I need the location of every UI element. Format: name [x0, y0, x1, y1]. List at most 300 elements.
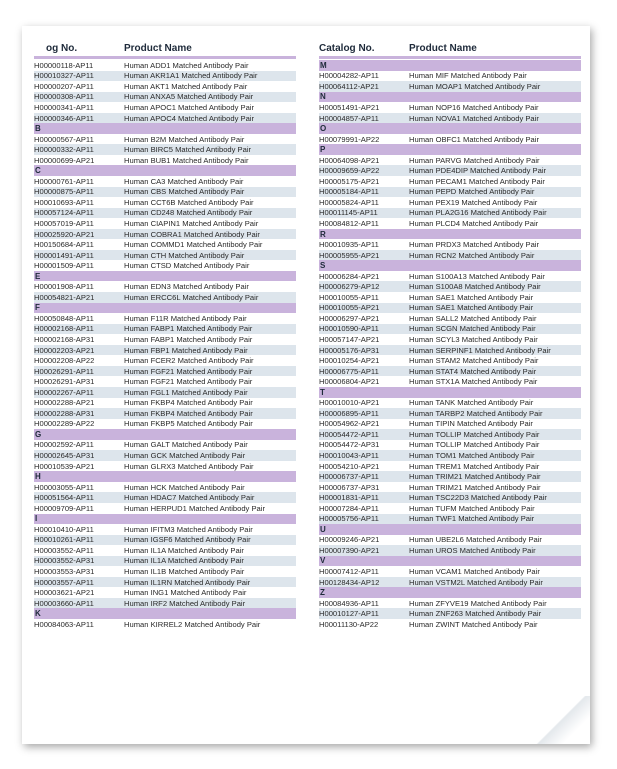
- catalog-number: H00010043-AP11: [319, 451, 379, 460]
- table-row: [319, 239, 581, 250]
- table-row: [319, 281, 581, 292]
- table-row: [34, 218, 296, 229]
- catalog-number: H00004857-AP11: [319, 113, 379, 123]
- product-name: Human S100A8 Matched Antibody Pair: [409, 282, 541, 292]
- table-row: [34, 334, 296, 345]
- product-name: Human FKBP5 Matched Antibody Pair: [124, 419, 253, 429]
- catalog-number: H00064098-AP21: [319, 155, 380, 165]
- table-row: [34, 556, 296, 567]
- product-name: Human CTH Matched Antibody Pair: [124, 250, 245, 260]
- product-name: Human UBE2L6 Matched Antibody Pair: [409, 535, 542, 545]
- product-name: Human ING1 Matched Antibody Pair: [124, 588, 247, 598]
- product-name: Human STAT4 Matched Antibody Pair: [409, 366, 537, 376]
- product-name: Human IL1RN Matched Antibody Pair: [124, 577, 251, 587]
- section-letter: V: [319, 556, 581, 567]
- product-name: Human APOC4 Matched Antibody Pair: [124, 113, 255, 123]
- table-row: [34, 598, 296, 609]
- product-name: Human TSC22D3 Matched Antibody Pair: [409, 493, 547, 503]
- table-row: [34, 113, 296, 124]
- section-letter: U: [319, 524, 581, 535]
- table-row: [34, 102, 296, 113]
- product-name: Human F11R Matched Antibody Pair: [124, 313, 247, 323]
- left-header: [34, 40, 296, 56]
- catalog-number: H00010254-AP21: [319, 356, 380, 366]
- table-row: [34, 545, 296, 556]
- header-bar: [34, 56, 296, 59]
- product-name: Human GALT Matched Antibody Pair: [124, 440, 248, 450]
- product-name: Human FABP1 Matched Antibody Pair: [124, 324, 253, 334]
- catalog-sheet: [22, 26, 590, 744]
- product-name: Human SAE1 Matched Antibody Pair: [409, 292, 534, 302]
- catalog-number: H00002288-AP21: [34, 398, 95, 408]
- table-row: [319, 440, 581, 451]
- product-name-header: Product Name: [124, 42, 192, 54]
- table-row: [34, 229, 296, 240]
- table-row: [319, 482, 581, 493]
- table-row: [319, 492, 581, 503]
- table-row: [319, 102, 581, 113]
- table-row: [34, 408, 296, 419]
- product-name: Human IL1B Matched Antibody Pair: [124, 567, 245, 577]
- product-name: Human PECAM1 Matched Antibody Pair: [409, 176, 545, 186]
- table-row: [34, 577, 296, 588]
- catalog-number: H00006297-AP21: [319, 313, 380, 323]
- catalog-number: H00002168-AP31: [34, 334, 95, 344]
- product-name: Human ERCC6L Matched Antibody Pair: [124, 292, 259, 302]
- table-row: [319, 334, 581, 345]
- catalog-number: H00001491-AP11: [34, 250, 94, 260]
- catalog-no-header: Catalog No.: [319, 42, 375, 54]
- product-name: Human TRIM21 Matched Antibody Pair: [409, 472, 541, 482]
- catalog-number: H00010693-AP11: [34, 197, 94, 207]
- product-name: Human TREM1 Matched Antibody Pair: [409, 461, 540, 471]
- table-row: [319, 366, 581, 377]
- product-name: Human CA3 Matched Antibody Pair: [124, 176, 244, 186]
- product-name: Human CBS Matched Antibody Pair: [124, 187, 245, 197]
- catalog-number: H00010261-AP11: [34, 535, 94, 545]
- table-row: [34, 398, 296, 409]
- table-row: [34, 355, 296, 366]
- table-row: [319, 398, 581, 409]
- product-name: Human TARBP2 Matched Antibody Pair: [409, 408, 543, 418]
- section-letter: C: [34, 165, 296, 176]
- table-row: [319, 461, 581, 472]
- table-row: [34, 587, 296, 598]
- table-row: [34, 566, 296, 577]
- table-row: [319, 113, 581, 124]
- product-name: Human TANK Matched Antibody Pair: [409, 398, 534, 408]
- table-row: [34, 144, 296, 155]
- table-row: [319, 303, 581, 314]
- catalog-number: H00054472-AP31: [319, 440, 380, 450]
- product-name: Human SAE1 Matched Antibody Pair: [409, 303, 534, 313]
- table-row: [319, 271, 581, 282]
- product-name: Human SALL2 Matched Antibody Pair: [409, 313, 537, 323]
- product-name: Human PARVG Matched Antibody Pair: [409, 155, 540, 165]
- catalog-number: H00006279-AP12: [319, 282, 380, 292]
- catalog-number: H00000346-AP11: [34, 113, 94, 123]
- product-name: Human FGF21 Matched Antibody Pair: [124, 377, 253, 387]
- catalog-number: H00057124-AP11: [34, 208, 94, 218]
- catalog-number: H00009246-AP21: [319, 535, 380, 545]
- product-name: Human CTSD Matched Antibody Pair: [124, 261, 250, 271]
- table-row: [34, 60, 296, 71]
- table-row: [34, 250, 296, 261]
- product-name: Human UROS Matched Antibody Pair: [409, 545, 536, 555]
- product-name: Human S100A13 Matched Antibody Pair: [409, 271, 545, 281]
- catalog-number: H00000341-AP11: [34, 102, 94, 112]
- table-row: [319, 324, 581, 335]
- catalog-number: H00128434-AP12: [319, 577, 380, 587]
- catalog-number: H00150684-AP11: [34, 240, 94, 250]
- product-name: Human VCAM1 Matched Antibody Pair: [409, 567, 540, 577]
- section-letter: I: [34, 514, 296, 525]
- product-name: Human TOLLIP Matched Antibody Pair: [409, 440, 540, 450]
- table-row: [319, 197, 581, 208]
- section-letter: Z: [319, 587, 581, 598]
- catalog-number: H00005176-AP31: [319, 345, 380, 355]
- table-row: [34, 440, 296, 451]
- product-name: Human OBFC1 Matched Antibody Pair: [409, 134, 539, 144]
- table-row: [34, 387, 296, 398]
- table-row: [34, 461, 296, 472]
- catalog-number: H00001831-AP11: [319, 493, 379, 503]
- catalog-number: H00010055-AP21: [319, 303, 380, 313]
- table-row: [319, 419, 581, 430]
- catalog-number: H00003553-AP31: [34, 567, 95, 577]
- catalog-number: H00002645-AP31: [34, 451, 95, 460]
- table-row: [319, 250, 581, 261]
- product-name: Human PDE4DIP Matched Antibody Pair: [409, 166, 547, 176]
- product-name: Human SERPINF1 Matched Antibody Pair: [409, 345, 551, 355]
- table-row: [34, 81, 296, 92]
- catalog-number: H00005184-AP11: [319, 187, 379, 197]
- section-letter: M: [319, 60, 581, 71]
- section-letter: N: [319, 92, 581, 103]
- catalog-number: H00006737-AP31: [319, 482, 380, 492]
- table-row: [34, 535, 296, 546]
- table-row: [319, 545, 581, 556]
- catalog-number: H00011130-AP22: [319, 619, 379, 629]
- catalog-number: H00010127-AP11: [319, 609, 379, 619]
- table-row: [34, 155, 296, 166]
- catalog-number: H00026291-AP31: [34, 377, 95, 387]
- catalog-number: H00010010-AP21: [319, 398, 380, 408]
- product-name: Human STX1A Matched Antibody Pair: [409, 377, 538, 387]
- section-letter: O: [319, 123, 581, 134]
- catalog-number: H00010590-AP11: [319, 324, 379, 334]
- product-name-header: Product Name: [409, 42, 477, 54]
- product-name: Human FKBP4 Matched Antibody Pair: [124, 408, 253, 418]
- catalog-number: H00000567-AP11: [34, 134, 94, 144]
- catalog-number: H00009659-AP22: [319, 166, 380, 176]
- section-letter: K: [34, 608, 296, 619]
- table-row: [34, 239, 296, 250]
- catalog-number: H00003552-AP31: [34, 556, 95, 566]
- table-row: [34, 260, 296, 271]
- section-letter: P: [319, 144, 581, 155]
- product-name: Human MIF Matched Antibody Pair: [409, 71, 527, 81]
- table-row: [319, 355, 581, 366]
- product-name: Human EDN3 Matched Antibody Pair: [124, 282, 249, 292]
- table-row: [319, 598, 581, 609]
- catalog-number: H00084936-AP11: [319, 598, 379, 608]
- product-name: Human IL1A Matched Antibody Pair: [124, 545, 244, 555]
- table-row: [34, 492, 296, 503]
- table-row: [34, 134, 296, 145]
- table-row: [34, 503, 296, 514]
- table-row: [34, 419, 296, 430]
- product-name: Human FGL1 Matched Antibody Pair: [124, 387, 248, 397]
- catalog-number: H00001509-AP11: [34, 261, 94, 271]
- catalog-number: H00079991-AP22: [319, 134, 380, 144]
- catalog-number: H00005955-AP21: [319, 250, 380, 260]
- catalog-number: H00051491-AP21: [319, 102, 380, 112]
- product-name: Human COBRA1 Matched Antibody Pair: [124, 229, 260, 239]
- catalog-number: H00006737-AP11: [319, 472, 379, 482]
- table-row: [34, 450, 296, 461]
- product-name: Human FBP1 Matched Antibody Pair: [124, 345, 248, 355]
- table-row: [34, 324, 296, 335]
- product-name: Human TRIM21 Matched Antibody Pair: [409, 482, 541, 492]
- catalog-number: H00010327-AP11: [34, 71, 94, 81]
- table-row: [34, 376, 296, 387]
- table-row: [319, 566, 581, 577]
- catalog-number: H00025920-AP21: [34, 229, 95, 239]
- section-letter: B: [34, 123, 296, 134]
- product-name: Human ZFYVE19 Matched Antibody Pair: [409, 598, 547, 608]
- catalog-number: H00000308-AP11: [34, 92, 94, 102]
- product-name: Human PLCD4 Matched Antibody Pair: [409, 218, 539, 228]
- product-name: Human FKBP4 Matched Antibody Pair: [124, 398, 253, 408]
- product-name: Human BUB1 Matched Antibody Pair: [124, 155, 249, 165]
- right-table-body: [319, 60, 581, 630]
- section-letter: G: [34, 429, 296, 440]
- catalog-number: H00010539-AP21: [34, 461, 95, 471]
- table-row: [319, 208, 581, 219]
- catalog-number: H00054821-AP21: [34, 292, 95, 302]
- product-name: Human NOP16 Matched Antibody Pair: [409, 102, 539, 112]
- table-row: [319, 408, 581, 419]
- section-letter: H: [34, 471, 296, 482]
- product-name: Human PEPD Matched Antibody Pair: [409, 187, 535, 197]
- catalog-number: H00010410-AP11: [34, 524, 94, 534]
- table-row: [34, 292, 296, 303]
- product-name: Human NOVA1 Matched Antibody Pair: [409, 113, 539, 123]
- product-name: Human RCN2 Matched Antibody Pair: [409, 250, 535, 260]
- table-row: [319, 471, 581, 482]
- catalog-number: H00005175-AP21: [319, 176, 380, 186]
- catalog-number: H00007390-AP21: [319, 545, 380, 555]
- catalog-number: H00057019-AP11: [34, 218, 94, 228]
- table-row: [34, 345, 296, 356]
- right-column: [319, 40, 581, 630]
- product-name: Human ZWINT Matched Antibody Pair: [409, 619, 538, 629]
- catalog-number: H00002168-AP11: [34, 324, 94, 334]
- product-name: Human FABP1 Matched Antibody Pair: [124, 334, 253, 344]
- product-name: Human CIAPIN1 Matched Antibody Pair: [124, 218, 259, 228]
- section-letter: T: [319, 387, 581, 398]
- catalog-number: H00003557-AP11: [34, 577, 94, 587]
- catalog-number: H00000118-AP11: [34, 60, 94, 70]
- product-name: Human TOLLIP Matched Antibody Pair: [409, 429, 540, 439]
- table-row: [34, 482, 296, 493]
- product-name: Human STAM2 Matched Antibody Pair: [409, 356, 539, 366]
- catalog-number: H00002288-AP31: [34, 408, 95, 418]
- product-name: Human ANXA5 Matched Antibody Pair: [124, 92, 254, 102]
- table-row: [319, 535, 581, 546]
- product-name: Human FGF21 Matched Antibody Pair: [124, 366, 253, 376]
- catalog-number: H00000761-AP11: [34, 176, 94, 186]
- catalog-number: H00005756-AP11: [319, 514, 379, 524]
- product-name: Human SCYL3 Matched Antibody Pair: [409, 334, 538, 344]
- catalog-number: H00009709-AP11: [34, 503, 94, 513]
- table-row: [319, 81, 581, 92]
- table-row: [319, 176, 581, 187]
- table-row: [319, 187, 581, 198]
- table-row: [319, 313, 581, 324]
- table-row: [319, 503, 581, 514]
- product-name: Human PRDX3 Matched Antibody Pair: [409, 240, 540, 250]
- catalog-number: H00003660-AP11: [34, 598, 94, 608]
- catalog-number: H00000207-AP11: [34, 81, 94, 91]
- header-bar: [319, 56, 581, 59]
- product-name: Human B2M Matched Antibody Pair: [124, 134, 245, 144]
- catalog-number: H00003621-AP21: [34, 588, 95, 598]
- catalog-number: H00002208-AP22: [34, 356, 95, 366]
- product-name: Human PEX19 Matched Antibody Pair: [409, 197, 538, 207]
- table-row: [34, 281, 296, 292]
- catalog-number: H00051564-AP11: [34, 493, 94, 503]
- product-name: Human GLRX3 Matched Antibody Pair: [124, 461, 254, 471]
- product-name: Human TIPIN Matched Antibody Pair: [409, 419, 533, 429]
- product-name: Human IRF2 Matched Antibody Pair: [124, 598, 246, 608]
- product-name: Human ADD1 Matched Antibody Pair: [124, 60, 249, 70]
- catalog-number: H00003552-AP11: [34, 545, 94, 555]
- table-row: [319, 71, 581, 82]
- catalog-number: H00010935-AP11: [319, 240, 379, 250]
- table-row: [34, 176, 296, 187]
- product-name: Human HDAC7 Matched Antibody Pair: [124, 493, 255, 503]
- product-name: Human FCER2 Matched Antibody Pair: [124, 356, 254, 366]
- product-name: Human BIRC5 Matched Antibody Pair: [124, 145, 252, 155]
- table-row: [34, 619, 296, 630]
- catalog-number: H00004282-AP11: [319, 71, 379, 81]
- product-name: Human HCK Matched Antibody Pair: [124, 482, 245, 492]
- product-name: Human COMMD1 Matched Antibody Pair: [124, 240, 263, 250]
- catalog-number: H00006804-AP21: [319, 377, 380, 387]
- product-name: Human TOM1 Matched Antibody Pair: [409, 451, 535, 460]
- catalog-number: H00003055-AP11: [34, 482, 94, 492]
- table-row: [34, 92, 296, 103]
- catalog-number: H00000875-AP11: [34, 187, 94, 197]
- table-row: [319, 608, 581, 619]
- product-name: Human VSTM2L Matched Antibody Pair: [409, 577, 543, 587]
- catalog-number: H00006895-AP11: [319, 408, 379, 418]
- product-name: Human TUFM Matched Antibody Pair: [409, 503, 535, 513]
- product-name: Human KIRREL2 Matched Antibody Pair: [124, 619, 261, 629]
- product-name: Human SCGN Matched Antibody Pair: [409, 324, 536, 334]
- catalog-number: H00054962-AP21: [319, 419, 380, 429]
- table-row: [319, 429, 581, 440]
- table-row: [319, 619, 581, 630]
- section-letter: S: [319, 260, 581, 271]
- product-name: Human IGSF6 Matched Antibody Pair: [124, 535, 251, 545]
- catalog-number: H00050848-AP11: [34, 313, 94, 323]
- section-letter: F: [34, 303, 296, 314]
- catalog-number: H00026291-AP11: [34, 366, 94, 376]
- left-table-body: [34, 60, 296, 630]
- section-letter: E: [34, 271, 296, 282]
- table-row: [34, 313, 296, 324]
- catalog-number: H00001908-AP11: [34, 282, 94, 292]
- catalog-number: H00084812-AP11: [319, 218, 379, 228]
- catalog-number: H00002267-AP11: [34, 387, 94, 397]
- product-name: Human AKT1 Matched Antibody Pair: [124, 81, 248, 91]
- table-row: [34, 366, 296, 377]
- product-name: Human IL1A Matched Antibody Pair: [124, 556, 244, 566]
- table-row: [319, 218, 581, 229]
- product-name: Human CD248 Matched Antibody Pair: [124, 208, 253, 218]
- table-row: [319, 292, 581, 303]
- catalog-number: H00010055-AP11: [319, 292, 379, 302]
- product-name: Human AKR1A1 Matched Antibody Pair: [124, 71, 258, 81]
- product-name: Human TWF1 Matched Antibody Pair: [409, 514, 535, 524]
- catalog-number: H00054210-AP21: [319, 461, 380, 471]
- product-name: Human APOC1 Matched Antibody Pair: [124, 102, 255, 112]
- section-letter: R: [319, 229, 581, 240]
- table-row: [34, 71, 296, 82]
- catalog-number: H00007284-AP11: [319, 503, 379, 513]
- catalog-number: H00006284-AP21: [319, 271, 380, 281]
- catalog-number: H00000332-AP11: [34, 145, 94, 155]
- table-row: [319, 514, 581, 525]
- right-header: [319, 40, 581, 56]
- product-name: Human ZNF263 Matched Antibody Pair: [409, 609, 542, 619]
- catalog-number: H00006775-AP11: [319, 366, 379, 376]
- product-name: Human PLA2G16 Matched Antibody Pair: [409, 208, 547, 218]
- left-column: [34, 40, 296, 630]
- catalog-number: H00005824-AP11: [319, 197, 379, 207]
- catalog-number: H00057147-AP21: [319, 334, 380, 344]
- table-row: [34, 524, 296, 535]
- catalog-number: H00000699-AP21: [34, 155, 95, 165]
- table-row: [319, 134, 581, 145]
- product-name: Human GCK Matched Antibody Pair: [124, 451, 246, 460]
- catalog-number: H00002203-AP21: [34, 345, 95, 355]
- catalog-number: H00011145-AP11: [319, 208, 378, 218]
- catalog-number: H00002592-AP11: [34, 440, 94, 450]
- table-row: [319, 155, 581, 166]
- table-row: [319, 376, 581, 387]
- page-curl: [530, 696, 590, 744]
- table-row: [319, 165, 581, 176]
- catalog-number: H00084063-AP11: [34, 619, 94, 629]
- product-name: Human HERPUD1 Matched Antibody Pair: [124, 503, 265, 513]
- table-row: [319, 345, 581, 356]
- catalog-number: H00002289-AP22: [34, 419, 95, 429]
- catalog-no-header: og No.: [46, 42, 78, 54]
- table-row: [34, 187, 296, 198]
- table-row: [34, 197, 296, 208]
- table-row: [319, 450, 581, 461]
- catalog-number: H00054472-AP11: [319, 429, 379, 439]
- product-name: Human IFITM3 Matched Antibody Pair: [124, 524, 253, 534]
- catalog-number: H00064112-AP21: [319, 81, 379, 91]
- table-row: [319, 577, 581, 588]
- product-name: Human CCT6B Matched Antibody Pair: [124, 197, 254, 207]
- catalog-number: H00007412-AP11: [319, 567, 379, 577]
